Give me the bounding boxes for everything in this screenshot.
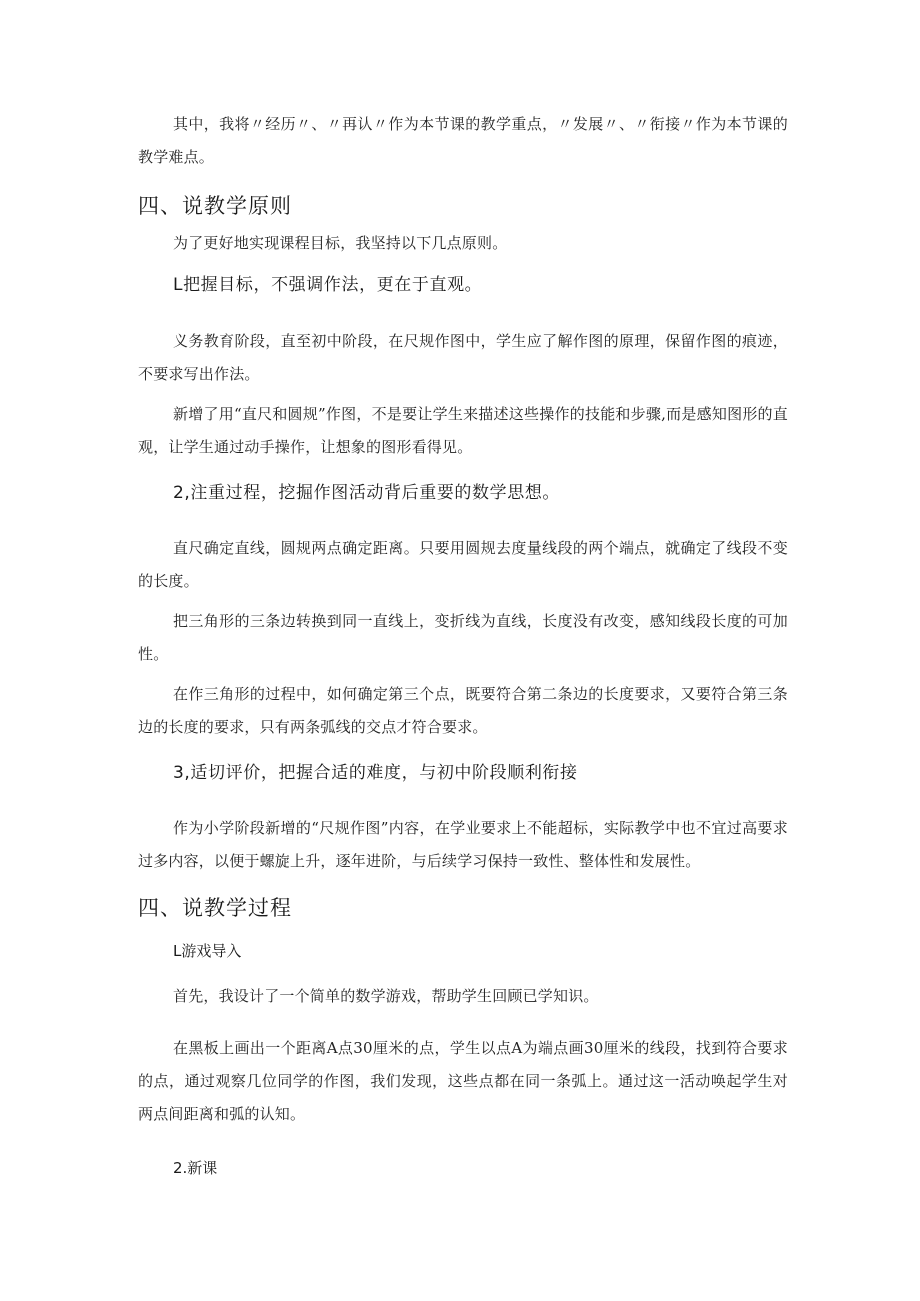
paragraph-compulsory-education: 义务教育阶段，直至初中阶段，在尺规作图中，学生应了解作图的原理，保留作图的痕迹，不要求写出作法。 (138, 332, 788, 383)
paragraph-principles-intro: 为了更好地实现课程目标，我坚持以下几点原则。 (173, 234, 508, 252)
paragraph-third-point: 在作三角形的过程中，如何确定第三个点，既要符合第二条边的长度要求，又要符合第三条边的长度的要求，只有两条弧线的交点才符合要求。 (138, 685, 788, 736)
paragraph-new-content: 作为小学阶段新增的“尺规作图”内容，在学业要求上不能超标，实际教学中也不宜过高要求过多内容，以便于螺旋上升，逐年进阶，与后续学习保持一致性、整体性和发展性。 (138, 819, 788, 870)
paragraph-key-points: 其中，我将〃经历〃、〃再认〃作为本节课的教学重点，〃发展〃、〃衔接〃作为本节课的教学难点。 (138, 115, 788, 166)
heading-principle-2: 2,注重过程，挖掘作图活动背后重要的数学思想。 (173, 483, 561, 503)
paragraph-blackboard-activity: 在黑板上画出一个距离A点30厘米的点，学生以点A为端点画30厘米的线段，找到符合要求的点，通过观察几位同学的作图，我们发现，这些点都在同一条弧上。通过这一活动唤起学生对两点间距离和弧的认知。 (138, 1039, 788, 1123)
heading-principle-3: 3,适切评价，把握合适的难度，与初中阶段顺利衔接 (173, 763, 578, 783)
heading-principle-1: L把握目标，不强调作法，更在于直观。 (173, 275, 483, 295)
heading-step-new-lesson: 2.新课 (173, 1159, 218, 1177)
heading-teaching-process: 四、说教学过程 (138, 896, 292, 920)
heading-step-game: L游戏导入 (173, 942, 242, 960)
heading-teaching-principles: 四、说教学原则 (138, 194, 292, 218)
paragraph-ruler-compass: 新增了用“直尺和圆规”作图，不是要让学生来描述这些操作的技能和步骤,而是感知图形的直观，让学生通过动手操作，让想象的图形看得见。 (138, 405, 788, 456)
paragraph-triangle-sides: 把三角形的三条边转换到同一直线上，变折线为直线，长度没有改变，感知线段长度的可加性。 (138, 612, 788, 663)
paragraph-ruler-distance: 直尺确定直线，圆规两点确定距离。只要用圆规去度量线段的两个端点，就确定了线段不变的长度。 (138, 539, 788, 590)
paragraph-game-intro: 首先，我设计了一个简单的数学游戏，帮助学生回顾已学知识。 (173, 987, 599, 1005)
